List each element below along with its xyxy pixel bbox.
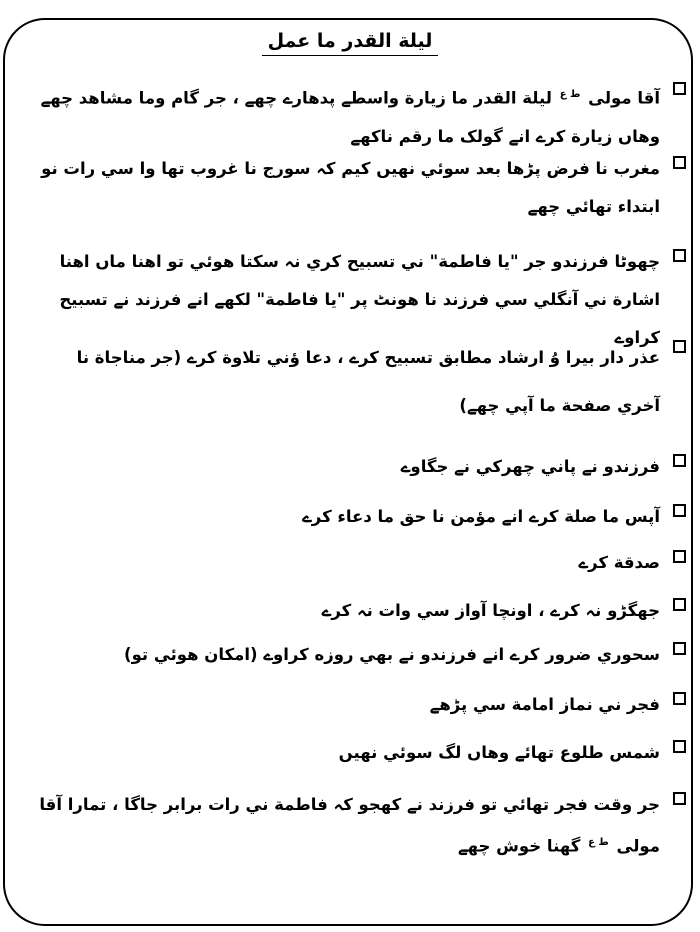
list-item bbox=[30, 592, 690, 636]
superscript-mark: ط ع bbox=[588, 837, 609, 848]
list-item bbox=[30, 544, 690, 592]
checkbox-icon bbox=[673, 340, 686, 353]
item-text: فرزندو نے پاني چھرکي نے جگاوے bbox=[400, 457, 660, 476]
item-text: صدقة کرے bbox=[578, 553, 660, 572]
list-item bbox=[30, 734, 690, 786]
checkbox-icon bbox=[673, 740, 686, 753]
item-text: عذر دار بيرا وُ ارشاد مطابق تسبيح کرے ، دعا ؤني تلاوة کرے (جر مناجاة نا آخري صفحة ما آپي چھے) bbox=[76, 348, 660, 415]
item-text: جھگڑو نہ کرے ، اونچا آواز سي وات نہ کرے bbox=[321, 601, 660, 620]
checkbox-icon bbox=[673, 598, 686, 611]
item-text: مغرب نا فرض پڑھا بعد سوئي نهيں کيم کہ سورج نا غروب تھا وا سي رات نو ابتداء تھائي چھے bbox=[41, 159, 660, 216]
checkbox-icon bbox=[673, 692, 686, 705]
checkbox-icon bbox=[673, 249, 686, 262]
item-text: آقا مولى $^{ط ع}$ ليلة القدر ما زيارة واسطے پدھارے چھے ، جر گام وما مشاهد چھے وهاں زيارة کرے انے گولک ما رقم ناکھے bbox=[40, 88, 660, 146]
checkbox-icon bbox=[673, 454, 686, 467]
list-item bbox=[30, 686, 690, 734]
item-text: آپس ما صلة کرے انے مؤمن نا حق ما دعاء کرے bbox=[302, 507, 660, 526]
checkbox-icon bbox=[673, 550, 686, 563]
list-item bbox=[30, 76, 690, 150]
item-text: چھوٹا فرزندو جر "يا فاطمة" ني تسبيح کري نہ سکتا هوئي تو اهنا ماں اهنا اشارة ني آنگلي سي فرزند نا هونٹ پر "يا فاطمة" لکھے انے فرزند نے تسبيح کراوے bbox=[59, 252, 660, 347]
checkbox-icon bbox=[673, 156, 686, 169]
page-title: ليلة القدر ما عمل bbox=[262, 30, 439, 56]
list-item bbox=[30, 243, 690, 347]
item-text: جر وقت فجر تھائي تو فرزند نے کهجو کہ فاطمة ني رات برابر جاگا ، تمارا آقا مولى $^{ط ع}$ گھنا خوش چھے bbox=[39, 795, 660, 856]
list-item bbox=[30, 636, 690, 686]
checkbox-icon bbox=[673, 792, 686, 805]
checklist bbox=[30, 76, 690, 876]
item-text: شمس طلوع تھائے وهاں لگ سوئي نهيں bbox=[338, 743, 660, 762]
checkbox-icon bbox=[673, 504, 686, 517]
list-item bbox=[30, 334, 690, 448]
checkbox-icon bbox=[673, 642, 686, 655]
list-item bbox=[30, 786, 690, 876]
list-item bbox=[30, 150, 690, 243]
list-item bbox=[30, 498, 690, 544]
checkbox-icon bbox=[673, 82, 686, 95]
item-text: سحوري ضرور کرے انے فرزندو نے بھي روزه کراوے (امکان هوئي تو) bbox=[124, 645, 660, 664]
superscript-mark: ط ع bbox=[559, 89, 581, 100]
list-item bbox=[30, 448, 690, 498]
item-text: فجر ني نماز امامة سي پڑھے bbox=[429, 695, 660, 714]
